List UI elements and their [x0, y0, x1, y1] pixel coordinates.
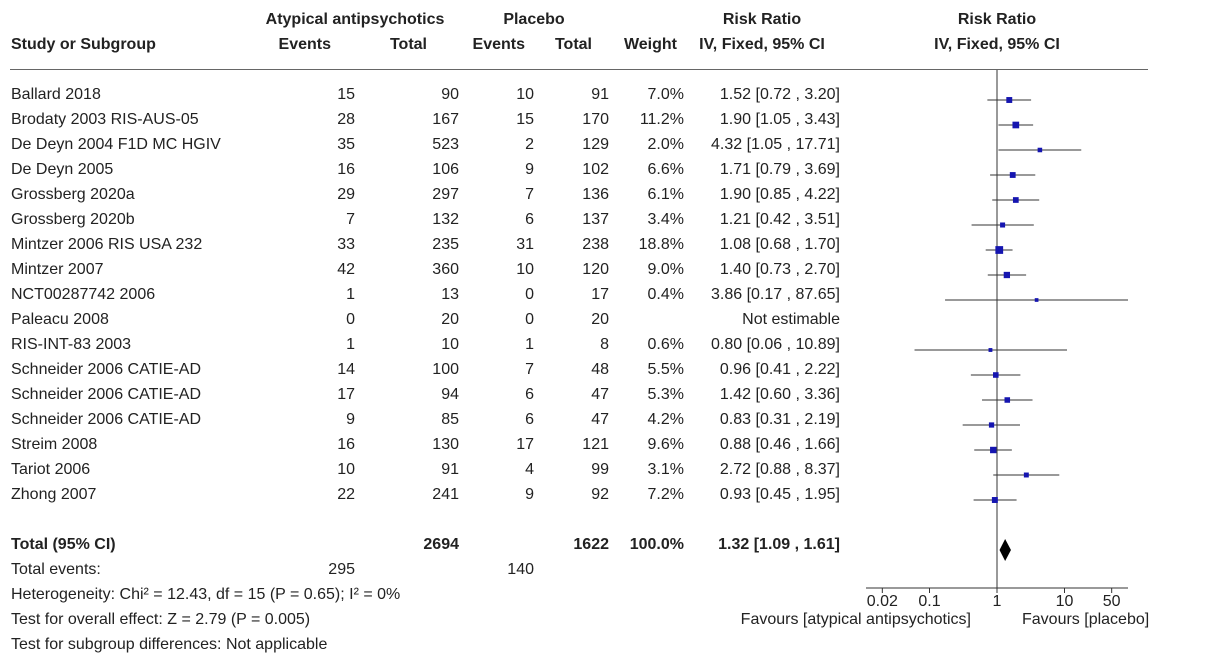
exp-total-cell: 20 — [441, 311, 459, 328]
rr-ci-cell: 3.86 [0.17 , 87.65] — [711, 286, 840, 303]
col-weight-header: Weight — [623, 36, 677, 53]
study-name: NCT00287742 2006 — [11, 286, 156, 303]
x-tick-label: 50 — [1102, 593, 1121, 610]
exp-events-cell: 14 — [337, 361, 355, 378]
weight-cell: 7.0% — [647, 86, 684, 103]
study-marker — [995, 246, 1003, 254]
total-ctl-total: 1622 — [573, 536, 609, 553]
rr-ci-cell: 1.90 [1.05 , 3.43] — [719, 111, 840, 128]
study-name: Zhong 2007 — [11, 486, 97, 503]
ctl-events-cell: 0 — [525, 311, 534, 328]
study-name: Paleacu 2008 — [11, 311, 109, 328]
weight-cell: 11.2% — [639, 111, 684, 128]
total-rr-ci: 1.32 [1.09 , 1.61] — [718, 536, 840, 553]
study-name: Mintzer 2006 RIS USA 232 — [11, 236, 203, 253]
ctl-total-cell: 20 — [591, 311, 609, 328]
ctl-total-cell: 47 — [591, 386, 609, 403]
ctl-events-cell: 7 — [525, 186, 534, 203]
study-marker — [1010, 172, 1016, 178]
exp-events-cell: 0 — [346, 311, 355, 328]
exp-events-cell: 35 — [337, 136, 355, 153]
rr-ci-cell: 1.08 [0.68 , 1.70] — [719, 236, 840, 253]
exp-total-cell: 90 — [441, 86, 459, 103]
rr-method-header: IV, Fixed, 95% CI — [699, 36, 825, 53]
study-name: Brodaty 2003 RIS-AUS-05 — [11, 111, 199, 128]
ctl-total-cell: 92 — [591, 486, 609, 503]
study-marker — [990, 447, 996, 453]
exp-events-cell: 29 — [337, 186, 355, 203]
col-ctl-total-header: Total — [554, 36, 592, 53]
group-ctl-header: Placebo — [503, 11, 565, 28]
total-weight: 100.0% — [629, 536, 684, 553]
exp-events-cell: 42 — [337, 261, 355, 278]
exp-total-cell: 130 — [432, 436, 459, 453]
study-name: De Deyn 2005 — [11, 161, 114, 178]
rr-ci-cell: Not estimable — [742, 311, 840, 328]
ctl-total-cell: 48 — [591, 361, 609, 378]
total-exp-total: 2694 — [423, 536, 459, 553]
study-name: Schneider 2006 CATIE-AD — [11, 411, 202, 428]
study-name: Schneider 2006 CATIE-AD — [11, 386, 202, 403]
rr-ci-cell: 1.40 [0.73 , 2.70] — [719, 261, 840, 278]
weight-cell: 0.4% — [647, 286, 684, 303]
plot-method-header: IV, Fixed, 95% CI — [934, 36, 1060, 53]
study-name: Tariot 2006 — [11, 461, 91, 478]
exp-events-cell: 33 — [337, 236, 355, 253]
rr-ci-cell: 1.42 [0.60 , 3.36] — [719, 386, 840, 403]
total-exp-events: 295 — [328, 561, 355, 578]
exp-events-cell: 15 — [337, 86, 355, 103]
ctl-total-cell: 129 — [582, 136, 609, 153]
study-marker — [1013, 197, 1019, 203]
ctl-events-cell: 10 — [516, 86, 534, 103]
total-events-label: Total events: — [11, 561, 101, 578]
rr-ci-cell: 1.21 [0.42 , 3.51] — [719, 211, 840, 228]
exp-events-cell: 9 — [346, 411, 355, 428]
study-marker — [1038, 148, 1043, 153]
weight-cell: 6.1% — [647, 186, 684, 203]
exp-total-cell: 167 — [432, 111, 459, 128]
ctl-events-cell: 10 — [516, 261, 534, 278]
ctl-events-cell: 2 — [525, 136, 534, 153]
study-marker — [1004, 272, 1010, 278]
study-marker — [1024, 473, 1029, 478]
study-marker — [1006, 97, 1012, 103]
study-name: De Deyn 2004 F1D MC HGIV — [11, 136, 221, 153]
ctl-events-cell: 4 — [525, 461, 534, 478]
col-study-header: Study or Subgroup — [11, 36, 156, 53]
exp-total-cell: 100 — [432, 361, 459, 378]
study-name: Schneider 2006 CATIE-AD — [11, 361, 202, 378]
rr-ci-cell: 0.88 [0.46 , 1.66] — [719, 436, 840, 453]
weight-cell: 9.0% — [647, 261, 684, 278]
exp-total-cell: 94 — [441, 386, 459, 403]
weight-cell: 7.2% — [647, 486, 684, 503]
exp-total-cell: 241 — [432, 486, 459, 503]
favours-right-label: Favours [placebo] — [1022, 611, 1150, 628]
weight-cell: 6.6% — [647, 161, 684, 178]
weight-cell: 4.2% — [647, 411, 684, 428]
heterogeneity-text: Heterogeneity: Chi² = 12.43, df = 15 (P = 0.65); I² = 0% — [11, 586, 401, 603]
plot-title-header: Risk Ratio — [957, 11, 1037, 28]
weight-cell: 5.5% — [647, 361, 684, 378]
ctl-events-cell: 9 — [525, 161, 534, 178]
x-tick-label: 1 — [992, 593, 1002, 610]
exp-total-cell: 297 — [432, 186, 459, 203]
rr-ci-cell: 0.83 [0.31 , 2.19] — [719, 411, 840, 428]
ctl-events-cell: 7 — [525, 361, 534, 378]
pooled-diamond — [1000, 539, 1011, 561]
study-marker — [992, 497, 998, 503]
ctl-total-cell: 120 — [582, 261, 609, 278]
exp-events-cell: 22 — [337, 486, 355, 503]
study-marker — [1005, 397, 1011, 403]
ctl-total-cell: 47 — [591, 411, 609, 428]
rr-ci-cell: 4.32 [1.05 , 17.71] — [711, 136, 840, 153]
exp-events-cell: 1 — [346, 286, 355, 303]
ctl-total-cell: 121 — [582, 436, 609, 453]
overall-effect-text: Test for overall effect: Z = 2.79 (P = 0.005) — [11, 611, 311, 628]
ctl-events-cell: 6 — [525, 411, 534, 428]
exp-events-cell: 16 — [337, 436, 355, 453]
exp-events-cell: 1 — [346, 336, 355, 353]
exp-total-cell: 360 — [432, 261, 459, 278]
x-tick-label: 10 — [1055, 593, 1074, 610]
col-exp-events-header: Events — [278, 36, 331, 53]
rr-ci-cell: 1.71 [0.79 , 3.69] — [719, 161, 840, 178]
ctl-total-cell: 238 — [582, 236, 609, 253]
ctl-events-cell: 9 — [525, 486, 534, 503]
study-marker — [989, 422, 994, 427]
study-name: Grossberg 2020a — [11, 186, 135, 203]
exp-events-cell: 10 — [337, 461, 355, 478]
rr-ci-cell: 0.96 [0.41 , 2.22] — [719, 361, 840, 378]
rr-ci-cell: 0.93 [0.45 , 1.95] — [719, 486, 840, 503]
rr-ci-cell: 2.72 [0.88 , 8.37] — [719, 461, 840, 478]
ctl-total-cell: 136 — [582, 186, 609, 203]
exp-events-cell: 7 — [346, 211, 355, 228]
rr-ci-cell: 1.90 [0.85 , 4.22] — [719, 186, 840, 203]
ctl-total-cell: 99 — [591, 461, 609, 478]
ctl-events-cell: 17 — [516, 436, 534, 453]
ctl-events-cell: 15 — [516, 111, 534, 128]
ctl-total-cell: 17 — [591, 286, 609, 303]
weight-cell: 0.6% — [647, 336, 684, 353]
exp-total-cell: 235 — [432, 236, 459, 253]
study-name: Grossberg 2020b — [11, 211, 135, 228]
exp-events-cell: 17 — [337, 386, 355, 403]
exp-total-cell: 85 — [441, 411, 459, 428]
exp-total-cell: 13 — [441, 286, 459, 303]
x-tick-label: 0.02 — [866, 593, 898, 610]
ctl-total-cell: 91 — [591, 86, 609, 103]
weight-cell: 3.1% — [647, 461, 684, 478]
ctl-total-cell: 170 — [582, 111, 609, 128]
exp-total-cell: 10 — [441, 336, 459, 353]
ctl-events-cell: 6 — [525, 211, 534, 228]
study-marker — [1012, 122, 1019, 129]
total-ctl-events: 140 — [507, 561, 534, 578]
x-tick-label: 0.1 — [918, 593, 941, 610]
exp-total-cell: 91 — [441, 461, 459, 478]
rr-ci-cell: 0.80 [0.06 , 10.89] — [711, 336, 840, 353]
exp-total-cell: 132 — [432, 211, 459, 228]
study-marker — [1000, 222, 1005, 227]
exp-events-cell: 16 — [337, 161, 355, 178]
exp-total-cell: 106 — [432, 161, 459, 178]
ctl-total-cell: 8 — [600, 336, 609, 353]
study-name: RIS-INT-83 2003 — [11, 336, 132, 353]
study-name: Streim 2008 — [11, 436, 98, 453]
rr-ci-cell: 1.52 [0.72 , 3.20] — [719, 86, 840, 103]
weight-cell: 2.0% — [647, 136, 684, 153]
exp-total-cell: 523 — [432, 136, 459, 153]
favours-left-label: Favours [atypical antipsychotics] — [740, 611, 971, 628]
subgroup-diff-text: Test for subgroup differences: Not applicable — [11, 636, 328, 653]
weight-cell: 9.6% — [647, 436, 684, 453]
rr-title-header: Risk Ratio — [722, 11, 802, 28]
total-label: Total (95% CI) — [11, 536, 116, 553]
study-marker — [1035, 298, 1039, 302]
col-exp-total-header: Total — [389, 36, 427, 53]
study-name: Mintzer 2007 — [11, 261, 104, 278]
weight-cell: 3.4% — [647, 211, 684, 228]
ctl-total-cell: 102 — [582, 161, 609, 178]
ctl-events-cell: 6 — [525, 386, 534, 403]
study-marker — [993, 372, 999, 378]
ctl-events-cell: 1 — [525, 336, 534, 353]
weight-cell: 5.3% — [647, 386, 684, 403]
col-ctl-events-header: Events — [472, 36, 525, 53]
ctl-events-cell: 31 — [516, 236, 534, 253]
group-exp-header: Atypical antipsychotics — [265, 11, 445, 28]
ctl-total-cell: 137 — [582, 211, 609, 228]
study-name: Ballard 2018 — [11, 86, 101, 103]
weight-cell: 18.8% — [638, 236, 684, 253]
exp-events-cell: 28 — [337, 111, 355, 128]
ctl-events-cell: 0 — [525, 286, 534, 303]
study-marker — [989, 348, 993, 352]
